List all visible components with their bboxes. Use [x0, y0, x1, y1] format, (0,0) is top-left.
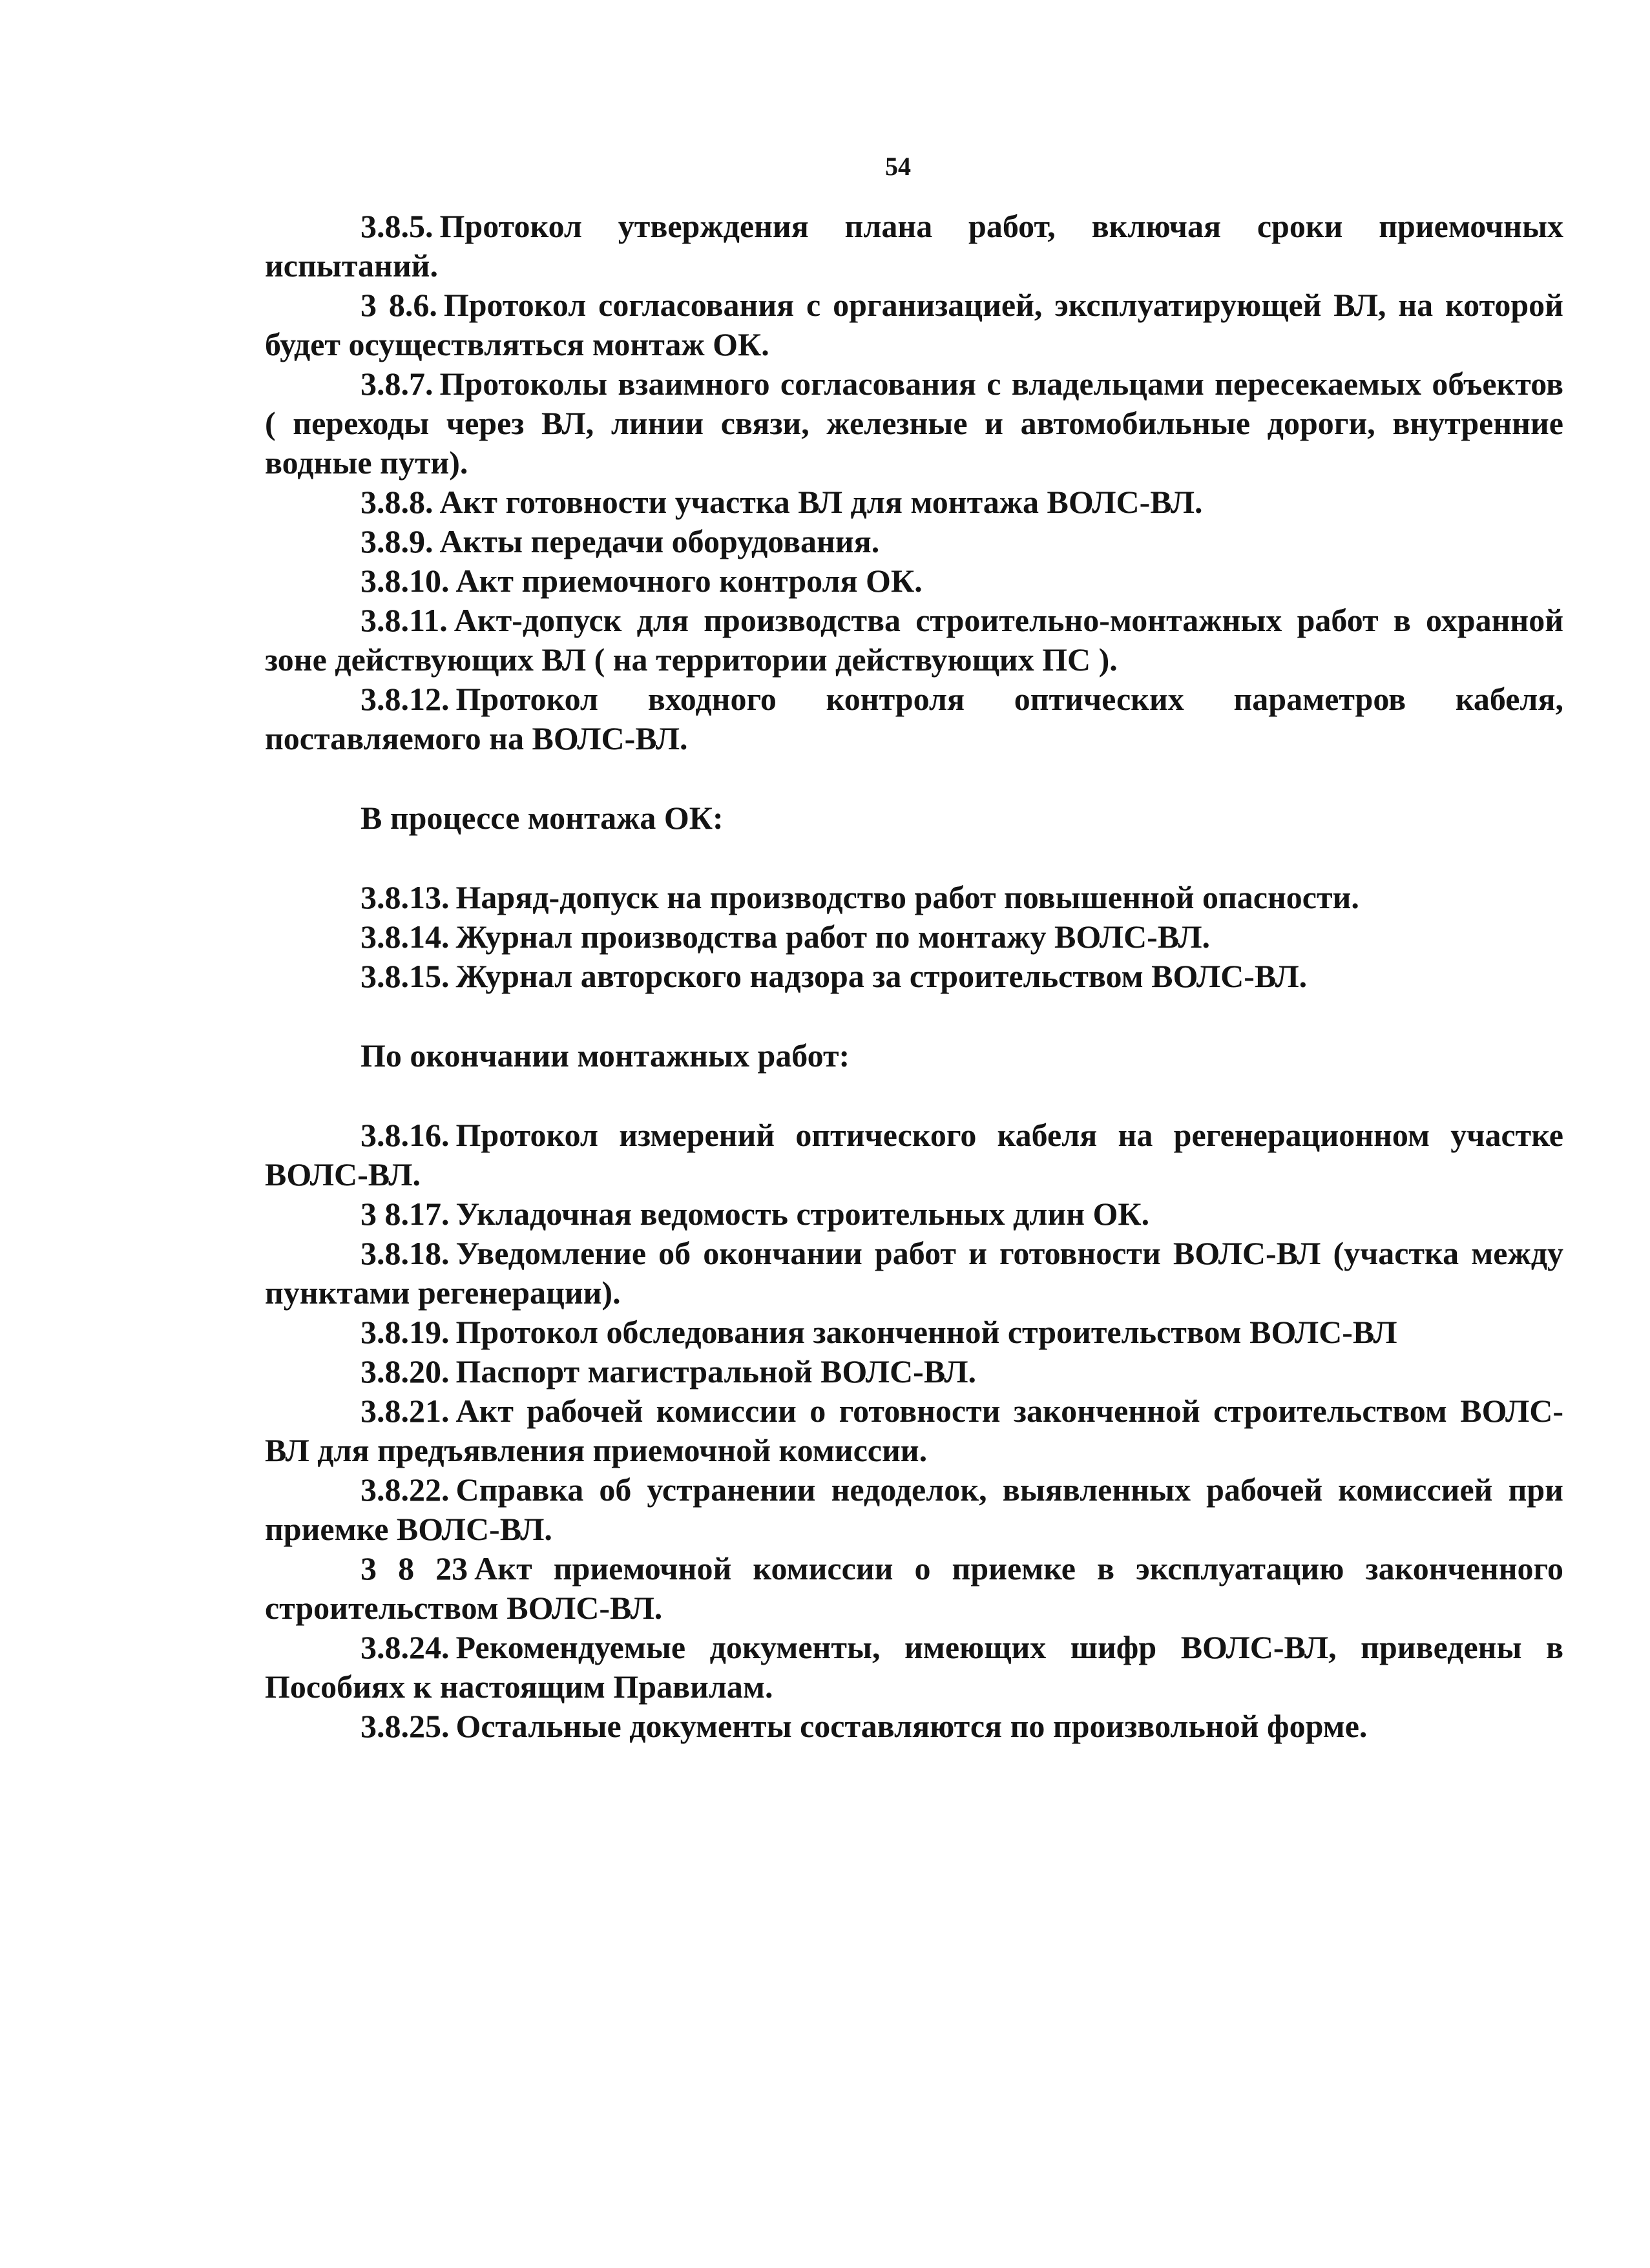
item-number: 3.8.24. [360, 1629, 450, 1665]
item-text: Остальные документы составляются по произвольной форме. [455, 1708, 1368, 1744]
item-number: 3.8.8. [360, 484, 433, 520]
list-item [265, 917, 1563, 957]
document-body [265, 207, 1563, 1746]
list-item [265, 1194, 1563, 1234]
item-text: Паспорт магистральной ВОЛС-ВЛ. [455, 1353, 977, 1389]
item-text: Акт приемочного контроля ОК. [455, 563, 923, 599]
intro-list [265, 207, 1563, 758]
item-text: Справка об устранении недоделок, выявленных рабочей комиссией при приемке ВОЛС-ВЛ. [265, 1472, 1563, 1547]
item-number: 3.8.15. [360, 958, 450, 994]
list-item [265, 1549, 1563, 1628]
item-number: 3.8.16. [360, 1117, 450, 1153]
item-number: 3 8 23 [360, 1550, 468, 1587]
list-item [265, 522, 1563, 561]
item-text: Акт рабочей комиссии о готовности законченной строительством ВОЛС-ВЛ для предъявления приемочной комиссии. [265, 1393, 1563, 1468]
item-number: 3.8.12. [360, 681, 450, 717]
item-text: Акт приемочной комиссии о приемке в эксплуатацию законченного строительством ВОЛС-ВЛ. [265, 1550, 1563, 1626]
list-item [265, 1470, 1563, 1549]
item-number: 3.8.5. [360, 208, 433, 244]
item-text: Акт-допуск для производства строительно-монтажных работ в охранной зоне действующих ВЛ ( на территории действующих ПС ). [265, 602, 1563, 678]
completion-list [265, 1116, 1563, 1746]
item-number: 3.8.21. [360, 1393, 450, 1429]
section-heading-completion: По окончании монтажных работ: [360, 1037, 850, 1074]
item-text: Протокол входного контроля оптических параметров кабеля, поставляемого на ВОЛС-ВЛ. [265, 681, 1563, 756]
item-number: 3.8.19. [360, 1314, 450, 1350]
item-number: 3 8.6. [360, 287, 437, 323]
item-text: Акты передачи оборудования. [439, 523, 880, 559]
item-text: Журнал производства работ по монтажу ВОЛС-ВЛ. [455, 919, 1210, 955]
list-item [265, 207, 1563, 286]
section-heading-installation: В процессе монтажа ОК: [360, 800, 724, 836]
item-number: 3.8.9. [360, 523, 433, 559]
item-number: 3.8.7. [360, 366, 433, 402]
list-item [265, 1234, 1563, 1313]
list-item [265, 561, 1563, 601]
list-item [265, 957, 1563, 996]
item-number: 3.8.20. [360, 1353, 450, 1389]
list-item [265, 1707, 1563, 1746]
list-item [265, 1116, 1563, 1194]
list-item [265, 483, 1563, 522]
item-number: 3.8.10. [360, 563, 450, 599]
item-text: Журнал авторского надзора за строительством ВОЛС-ВЛ. [455, 958, 1308, 994]
item-text: Акт готовности участка ВЛ для монтажа ВОЛС-ВЛ. [439, 484, 1203, 520]
item-text: Протокол обследования законченной строительством ВОЛС-ВЛ [455, 1314, 1397, 1350]
page-number: 54 [885, 152, 911, 181]
item-text: Протоколы взаимного согласования с владельцами пересекаемых объектов ( переходы через ВЛ, линии связи, железные и автомобильные дороги, внутренние водные пути). [265, 366, 1563, 481]
list-item [265, 1628, 1563, 1707]
item-number: 3.8.11. [360, 602, 448, 638]
item-text: Рекомендуемые документы, имеющих шифр ВОЛС-ВЛ, приведены в Пособиях к настоящим Правилам. [265, 1629, 1563, 1705]
item-text: Уведомление об окончании работ и готовности ВОЛС-ВЛ (участка между пунктами регенерации). [265, 1235, 1563, 1311]
item-number: 3.8.22. [360, 1472, 450, 1508]
list-item [265, 286, 1563, 364]
item-number: 3.8.18. [360, 1235, 450, 1271]
list-item [265, 1352, 1563, 1391]
item-number: 3.8.25. [360, 1708, 450, 1744]
item-text: Наряд-допуск на производство работ повышенной опасности. [455, 879, 1359, 915]
list-item [265, 1313, 1563, 1352]
item-text: Протокол утверждения плана работ, включая сроки приемочных испытаний. [265, 208, 1563, 284]
item-number: 3.8.14. [360, 919, 450, 955]
item-text: Укладочная ведомость строительных длин ОК. [455, 1196, 1150, 1232]
item-number: 3 8.17. [360, 1196, 450, 1232]
installation-list [265, 878, 1563, 996]
list-item [265, 364, 1563, 483]
list-item [265, 878, 1563, 917]
item-text: Протокол согласования с организацией, эксплуатирующей ВЛ, на которой будет осуществляться монтаж ОК. [265, 287, 1563, 362]
list-item [265, 601, 1563, 680]
list-item [265, 1391, 1563, 1470]
item-number: 3.8.13. [360, 879, 450, 915]
item-text: Протокол измерений оптического кабеля на регенерационном участке ВОЛС-ВЛ. [265, 1117, 1563, 1192]
list-item [265, 680, 1563, 758]
